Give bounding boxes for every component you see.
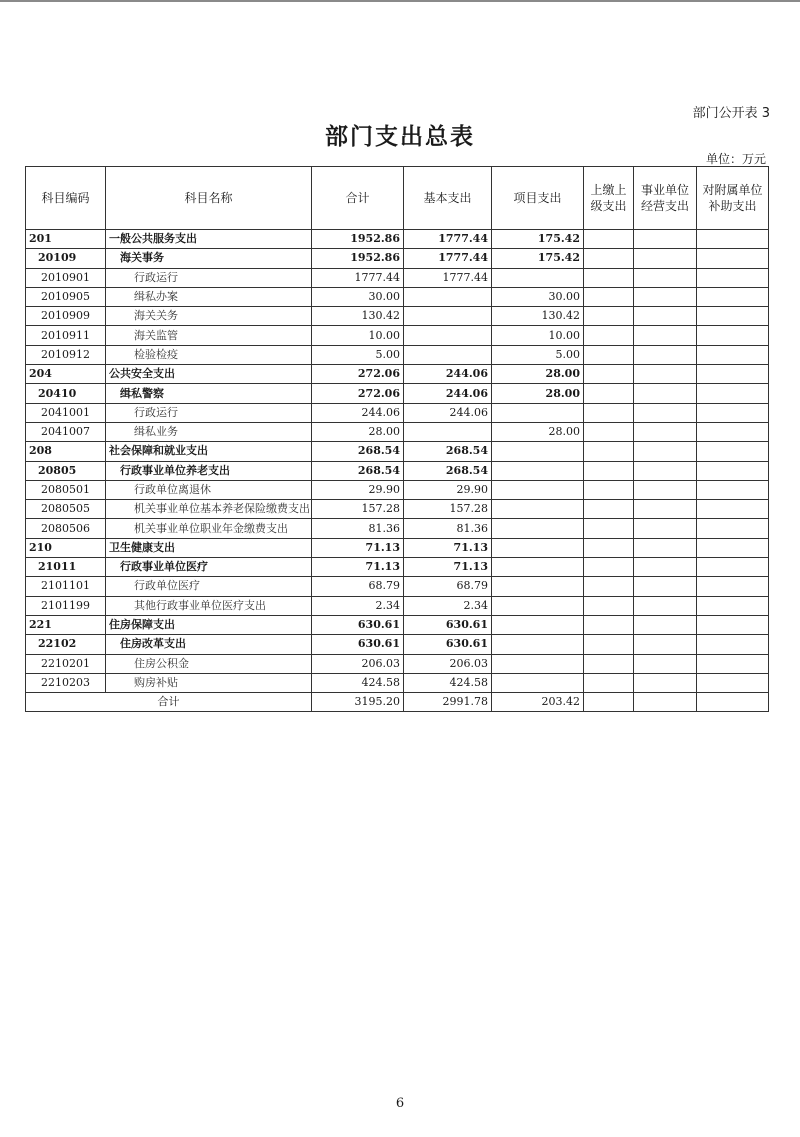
row-project [492, 635, 584, 654]
row-code: 210 [26, 538, 106, 557]
row-total: 268.54 [312, 461, 404, 480]
row-name: 行政事业单位养老支出 [106, 461, 312, 480]
table-row [26, 249, 769, 268]
row-upper [584, 422, 634, 441]
row-business [634, 365, 697, 384]
table-row [26, 326, 769, 345]
row-upper [584, 519, 634, 538]
row-basic: 71.13 [404, 558, 492, 577]
row-name: 住房保障支出 [106, 615, 312, 634]
row-code: 21011 [26, 558, 106, 577]
row-code: 20805 [26, 461, 106, 480]
row-name: 缉私警察 [106, 384, 312, 403]
row-project [492, 500, 584, 519]
row-basic: 29.90 [404, 480, 492, 499]
row-subsidy [697, 287, 769, 306]
row-basic: 244.06 [404, 403, 492, 422]
row-subsidy [697, 558, 769, 577]
row-name: 行政单位医疗 [106, 577, 312, 596]
row-basic: 268.54 [404, 442, 492, 461]
row-code: 2210203 [26, 673, 106, 692]
row-upper [584, 615, 634, 634]
table-row [26, 500, 769, 519]
row-basic: 630.61 [404, 615, 492, 634]
row-basic: 71.13 [404, 538, 492, 557]
row-basic: 268.54 [404, 461, 492, 480]
total-total: 3195.20 [312, 693, 404, 712]
row-basic: 1777.44 [404, 249, 492, 268]
row-project [492, 654, 584, 673]
row-upper [584, 442, 634, 461]
col-header-business: 事业单位经营支出 [634, 167, 697, 230]
row-business [634, 615, 697, 634]
row-name: 行政运行 [106, 268, 312, 287]
row-total: 1777.44 [312, 268, 404, 287]
row-name: 海关事务 [106, 249, 312, 268]
row-name: 行政单位离退休 [106, 480, 312, 499]
row-project: 130.42 [492, 307, 584, 326]
total-project: 203.42 [492, 693, 584, 712]
row-basic: 81.36 [404, 519, 492, 538]
row-business [634, 326, 697, 345]
row-total: 30.00 [312, 287, 404, 306]
row-project [492, 461, 584, 480]
col-header-total: 合计 [312, 167, 404, 230]
row-total: 68.79 [312, 577, 404, 596]
row-project [492, 442, 584, 461]
row-total: 1952.86 [312, 249, 404, 268]
table-row [26, 230, 769, 249]
row-basic: 157.28 [404, 500, 492, 519]
top-border-line [0, 0, 800, 2]
table-row [26, 615, 769, 634]
row-basic: 2.34 [404, 596, 492, 615]
row-basic [404, 307, 492, 326]
row-basic: 630.61 [404, 635, 492, 654]
row-basic: 244.06 [404, 384, 492, 403]
row-basic [404, 422, 492, 441]
row-total: 157.28 [312, 500, 404, 519]
row-business [634, 577, 697, 596]
row-name: 行政事业单位医疗 [106, 558, 312, 577]
row-subsidy [697, 403, 769, 422]
row-code: 2041001 [26, 403, 106, 422]
row-total: 272.06 [312, 384, 404, 403]
row-name: 社会保障和就业支出 [106, 442, 312, 461]
row-name: 缉私办案 [106, 287, 312, 306]
row-total: 272.06 [312, 365, 404, 384]
row-code: 22102 [26, 635, 106, 654]
row-project: 5.00 [492, 345, 584, 364]
row-total: 71.13 [312, 538, 404, 557]
page-number: 6 [395, 1096, 405, 1111]
row-upper [584, 403, 634, 422]
table-row [26, 519, 769, 538]
row-code: 2010905 [26, 287, 106, 306]
table-row [26, 345, 769, 364]
row-code: 2080505 [26, 500, 106, 519]
row-code: 2101199 [26, 596, 106, 615]
row-subsidy [697, 307, 769, 326]
row-project [492, 558, 584, 577]
row-upper [584, 249, 634, 268]
row-upper [584, 230, 634, 249]
row-basic: 206.03 [404, 654, 492, 673]
row-code: 2010912 [26, 345, 106, 364]
row-subsidy [697, 268, 769, 287]
row-code: 20410 [26, 384, 106, 403]
row-name: 机关事业单位基本养老保险缴费支出 [106, 500, 312, 519]
row-subsidy [697, 442, 769, 461]
table-row [26, 268, 769, 287]
row-code: 2101101 [26, 577, 106, 596]
row-business [634, 422, 697, 441]
table-row [26, 596, 769, 615]
row-business [634, 635, 697, 654]
row-total: 5.00 [312, 345, 404, 364]
row-business [634, 307, 697, 326]
row-name: 住房公积金 [106, 654, 312, 673]
row-subsidy [697, 249, 769, 268]
row-code: 2210201 [26, 654, 106, 673]
col-header-basic: 基本支出 [404, 167, 492, 230]
row-subsidy [697, 365, 769, 384]
row-business [634, 500, 697, 519]
row-total: 244.06 [312, 403, 404, 422]
row-business [634, 673, 697, 692]
total-upper [584, 693, 634, 712]
row-code: 201 [26, 230, 106, 249]
table-row [26, 287, 769, 306]
row-total: 1952.86 [312, 230, 404, 249]
row-name: 住房改革支出 [106, 635, 312, 654]
row-upper [584, 480, 634, 499]
col-header-name: 科目名称 [106, 167, 312, 230]
row-upper [584, 326, 634, 345]
row-project [492, 538, 584, 557]
row-business [634, 268, 697, 287]
col-header-subsidy: 对附属单位补助支出 [697, 167, 769, 230]
row-project [492, 268, 584, 287]
row-code: 204 [26, 365, 106, 384]
row-subsidy [697, 519, 769, 538]
row-business [634, 230, 697, 249]
col-header-code: 科目编码 [26, 167, 106, 230]
table-row [26, 384, 769, 403]
col-header-project: 项目支出 [492, 167, 584, 230]
row-business [634, 384, 697, 403]
row-subsidy [697, 422, 769, 441]
row-project: 28.00 [492, 365, 584, 384]
row-upper [584, 500, 634, 519]
table-row [26, 635, 769, 654]
row-basic: 1777.44 [404, 268, 492, 287]
row-upper [584, 673, 634, 692]
row-basic: 424.58 [404, 673, 492, 692]
row-total: 10.00 [312, 326, 404, 345]
row-subsidy [697, 230, 769, 249]
row-code: 2080501 [26, 480, 106, 499]
row-subsidy [697, 596, 769, 615]
table-row [26, 577, 769, 596]
row-upper [584, 345, 634, 364]
table-row [26, 461, 769, 480]
row-basic: 244.06 [404, 365, 492, 384]
row-total: 268.54 [312, 442, 404, 461]
table-row [26, 480, 769, 499]
row-upper [584, 558, 634, 577]
row-total: 206.03 [312, 654, 404, 673]
unit-label: 单位：万元 [705, 152, 766, 166]
row-total: 2.34 [312, 596, 404, 615]
row-name: 其他行政事业单位医疗支出 [106, 596, 312, 615]
total-row [26, 693, 769, 712]
row-basic: 68.79 [404, 577, 492, 596]
row-project [492, 519, 584, 538]
table-row [26, 673, 769, 692]
row-project: 10.00 [492, 326, 584, 345]
row-business [634, 519, 697, 538]
table-row [26, 307, 769, 326]
row-total: 130.42 [312, 307, 404, 326]
row-subsidy [697, 654, 769, 673]
row-business [634, 442, 697, 461]
row-subsidy [697, 480, 769, 499]
row-project: 175.42 [492, 249, 584, 268]
row-upper [584, 596, 634, 615]
row-name: 缉私业务 [106, 422, 312, 441]
row-code: 20109 [26, 249, 106, 268]
row-code: 2010911 [26, 326, 106, 345]
row-total: 29.90 [312, 480, 404, 499]
row-business [634, 345, 697, 364]
row-total: 630.61 [312, 615, 404, 634]
row-upper [584, 654, 634, 673]
row-subsidy [697, 345, 769, 364]
row-subsidy [697, 635, 769, 654]
row-basic: 1777.44 [404, 230, 492, 249]
row-subsidy [697, 500, 769, 519]
row-upper [584, 538, 634, 557]
row-total: 630.61 [312, 635, 404, 654]
row-total: 28.00 [312, 422, 404, 441]
table-row [26, 538, 769, 557]
row-name: 机关事业单位职业年金缴费支出 [106, 519, 312, 538]
row-business [634, 538, 697, 557]
row-name: 行政运行 [106, 403, 312, 422]
row-name: 卫生健康支出 [106, 538, 312, 557]
row-upper [584, 268, 634, 287]
table-row [26, 403, 769, 422]
table-row [26, 558, 769, 577]
row-basic [404, 345, 492, 364]
row-subsidy [697, 577, 769, 596]
row-project [492, 480, 584, 499]
row-name: 海关监管 [106, 326, 312, 345]
row-upper [584, 287, 634, 306]
row-upper [584, 365, 634, 384]
row-upper [584, 384, 634, 403]
row-upper [584, 577, 634, 596]
row-name: 公共安全支出 [106, 365, 312, 384]
row-name: 一般公共服务支出 [106, 230, 312, 249]
row-subsidy [697, 673, 769, 692]
total-basic: 2991.78 [404, 693, 492, 712]
row-name: 检验检疫 [106, 345, 312, 364]
total-subsidy [697, 693, 769, 712]
row-business [634, 480, 697, 499]
page-title: 部门支出总表 [325, 124, 475, 150]
row-business [634, 287, 697, 306]
row-name: 海关关务 [106, 307, 312, 326]
form-code: 部门公开表 3 [692, 106, 770, 121]
row-total: 424.58 [312, 673, 404, 692]
row-project [492, 596, 584, 615]
col-header-upper: 上缴上级支出 [584, 167, 634, 230]
row-name: 购房补贴 [106, 673, 312, 692]
row-subsidy [697, 615, 769, 634]
row-business [634, 558, 697, 577]
row-code: 2080506 [26, 519, 106, 538]
table-header-row [26, 167, 769, 230]
row-code: 2041007 [26, 422, 106, 441]
table-row [26, 422, 769, 441]
row-subsidy [697, 461, 769, 480]
row-project: 175.42 [492, 230, 584, 249]
row-code: 2010901 [26, 268, 106, 287]
row-subsidy [697, 538, 769, 557]
row-upper [584, 307, 634, 326]
table-row [26, 365, 769, 384]
row-project [492, 577, 584, 596]
row-upper [584, 635, 634, 654]
total-label: 合计 [26, 693, 312, 712]
row-project: 30.00 [492, 287, 584, 306]
row-business [634, 596, 697, 615]
row-project: 28.00 [492, 422, 584, 441]
row-business [634, 461, 697, 480]
row-project [492, 403, 584, 422]
row-subsidy [697, 326, 769, 345]
row-total: 71.13 [312, 558, 404, 577]
row-project: 28.00 [492, 384, 584, 403]
row-project [492, 615, 584, 634]
row-upper [584, 461, 634, 480]
total-business [634, 693, 697, 712]
row-subsidy [697, 384, 769, 403]
row-business [634, 403, 697, 422]
row-code: 221 [26, 615, 106, 634]
row-basic [404, 287, 492, 306]
row-code: 2010909 [26, 307, 106, 326]
row-total: 81.36 [312, 519, 404, 538]
expenditure-table [25, 166, 769, 712]
table-row [26, 654, 769, 673]
row-business [634, 249, 697, 268]
row-code: 208 [26, 442, 106, 461]
row-project [492, 673, 584, 692]
table-body [26, 230, 769, 712]
table-row [26, 442, 769, 461]
row-basic [404, 326, 492, 345]
row-business [634, 654, 697, 673]
